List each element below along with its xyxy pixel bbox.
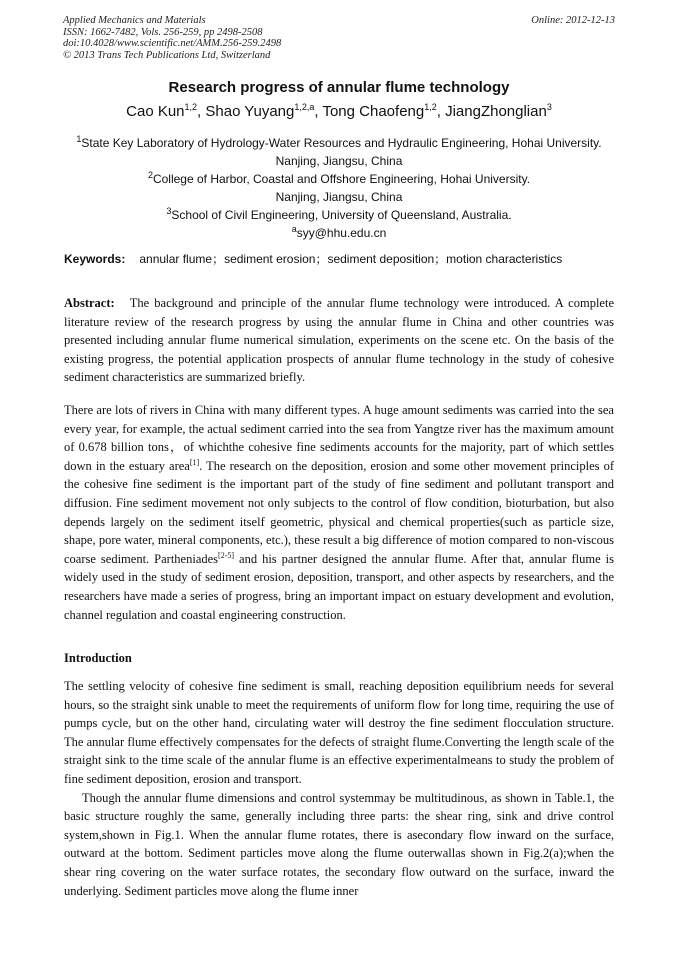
paragraph: The settling velocity of cohesive fine sediment is small, reaching deposition equilibrium needs for several hours, so the straight sink unable to meet the requirements of uniform flow for long time, requiring the use of pumps cycle, but on the other hand, circulating water will destroy the fine sediment flocculation structure. The annular flume effectively compensates for the defects of straight flume.Converting the length scale of the straight sink to the time scale of the annular flume is an effective experimentalmeans to study the problem of fine sediment deposition, erosion and transport. — [64, 679, 614, 786]
journal-name: Applied Mechanics and Materials — [63, 15, 206, 26]
affiliation-1 — [0, 134, 678, 170]
abstract — [64, 294, 614, 387]
author-name: Shao Yuyang — [205, 103, 295, 120]
introduction-body — [64, 677, 614, 900]
journal-copyright: © 2013 Trans Tech Publications Ltd, Switzerland — [63, 49, 271, 61]
abstract-label: Abstract: — [64, 296, 115, 310]
author-affiliation-mark: 1,2 — [184, 102, 198, 112]
journal-issn: ISSN: 1662-7482, Vols. 256-259, pp 2498-2508 — [63, 26, 263, 38]
author-affiliation-mark: 1,2,a — [294, 102, 315, 112]
affiliation-line: School of Civil Engineering, University of Queensland, Australia. — [171, 208, 512, 222]
email-mark: a — [291, 224, 297, 234]
paragraph-text: There are lots of rivers in China with many different types. A huge amount sediments was carried into the sea every year, for example, the actual sediment carried into the sea from Yangtze river has the maximum amount of 0.678 billion tons，of whichthe cohesive fine sediments accounts for the majority, part of which settles down in the estuary area — [64, 403, 614, 473]
affiliation-3 — [0, 206, 678, 242]
citation: [2-5] — [218, 550, 235, 560]
affiliation-line: State Key Laboratory of Hydrology-Water Resources and Hydraulic Engineering, Hohai University. — [81, 136, 602, 150]
corresponding-email: syy@hhu.edu.cn — [296, 226, 387, 240]
abstract-text: The background and principle of the annular flume technology were introduced. A complete literature review of the research progress by using the annular flume in China and other countries was presented including annular flume numerical simulation, experiments on the scene etc. On the basis of the existing progress, the potential application prospects of annular flume technology in the study of cohesive sediment characteristics are summarized briefly. — [64, 296, 614, 385]
keywords-text: annular flume；sediment erosion；sediment deposition；motion characteristics — [139, 252, 563, 266]
journal-header — [63, 15, 281, 61]
citation: [1] — [189, 457, 200, 467]
keywords — [64, 250, 624, 268]
affiliation-2 — [0, 170, 678, 206]
paragraph-text: and his partner designed the annular flume. After that, annular flume is widely used in the study of sediment erosion, deposition, transport, and other aspects by researchers, and the researchers have made a series of progress, bring an important impact on estuary development and evolution, channel regulation and coastal engineering construction. — [64, 551, 615, 622]
journal-doi: doi:10.4028/www.scientific.net/AMM.256-259.2498 — [63, 38, 282, 49]
author-list: Cao Kun$^{1,2}$, Shao Yuyang$^{1,2,a}$, Tong Chaofeng$^{1,2}$, JiangZhonglian$^3$ — [126, 102, 552, 120]
author-name: Cao Kun — [126, 103, 185, 120]
affiliation-mark: 3 — [166, 206, 172, 216]
author-name: JiangZhonglian — [445, 103, 547, 120]
section-heading-introduction: Introduction — [64, 651, 132, 665]
paragraph-text: . The research on the deposition, erosion and some other movement principles of the cohesive fine sediment is the important part of the study of fine sediment and pollutant transport and diffusion. Fine sediment movement not only subjects to the control of flow condition, bioturbation, but also depends largely on the sediment itself geometric, physical and chemical properties(such as particle size, shape, pore water, mineral components, etc.), these result a big difference of motion compared to non-viscous coarse sediment. Partheniades — [64, 458, 614, 566]
affiliation-line: Nanjing, Jiangsu, China — [275, 154, 403, 168]
affiliation-line: College of Harbor, Coastal and Offshore Engineering, Hohai University. — [152, 172, 531, 186]
author-name: Tong Chaofeng — [322, 103, 425, 120]
author-affiliation-mark: 1,2 — [424, 102, 437, 112]
affiliation-mark: 1 — [76, 134, 82, 144]
author-affiliation-mark: 3 — [546, 102, 552, 112]
affiliation-line: Nanjing, Jiangsu, China — [275, 190, 403, 204]
intro-paragraph — [64, 401, 614, 624]
paragraph: Though the annular flume dimensions and control systemmay be multitudinous, as shown in Table.1, the basic structure roughly the same, generally including three parts: the shear ring, sink and drive control system,shown in Fig.1. When the annular flume rotates, there is asecondary flow inward on the surface, outward at the bottom. Sediment particles move along the flume outerwallas shown in Fig.2(a);when the shear ring covering on the water surface rotates, the secondary flow outward on the surface, inward the underlying. Sediment particles move along the flume inner — [64, 790, 614, 898]
paper-title: Research progress of annular flume technology — [168, 79, 510, 96]
affiliation-mark: 2 — [147, 170, 153, 180]
keywords-label: Keywords: — [64, 252, 126, 266]
online-date: Online: 2012-12-13 — [531, 15, 615, 26]
